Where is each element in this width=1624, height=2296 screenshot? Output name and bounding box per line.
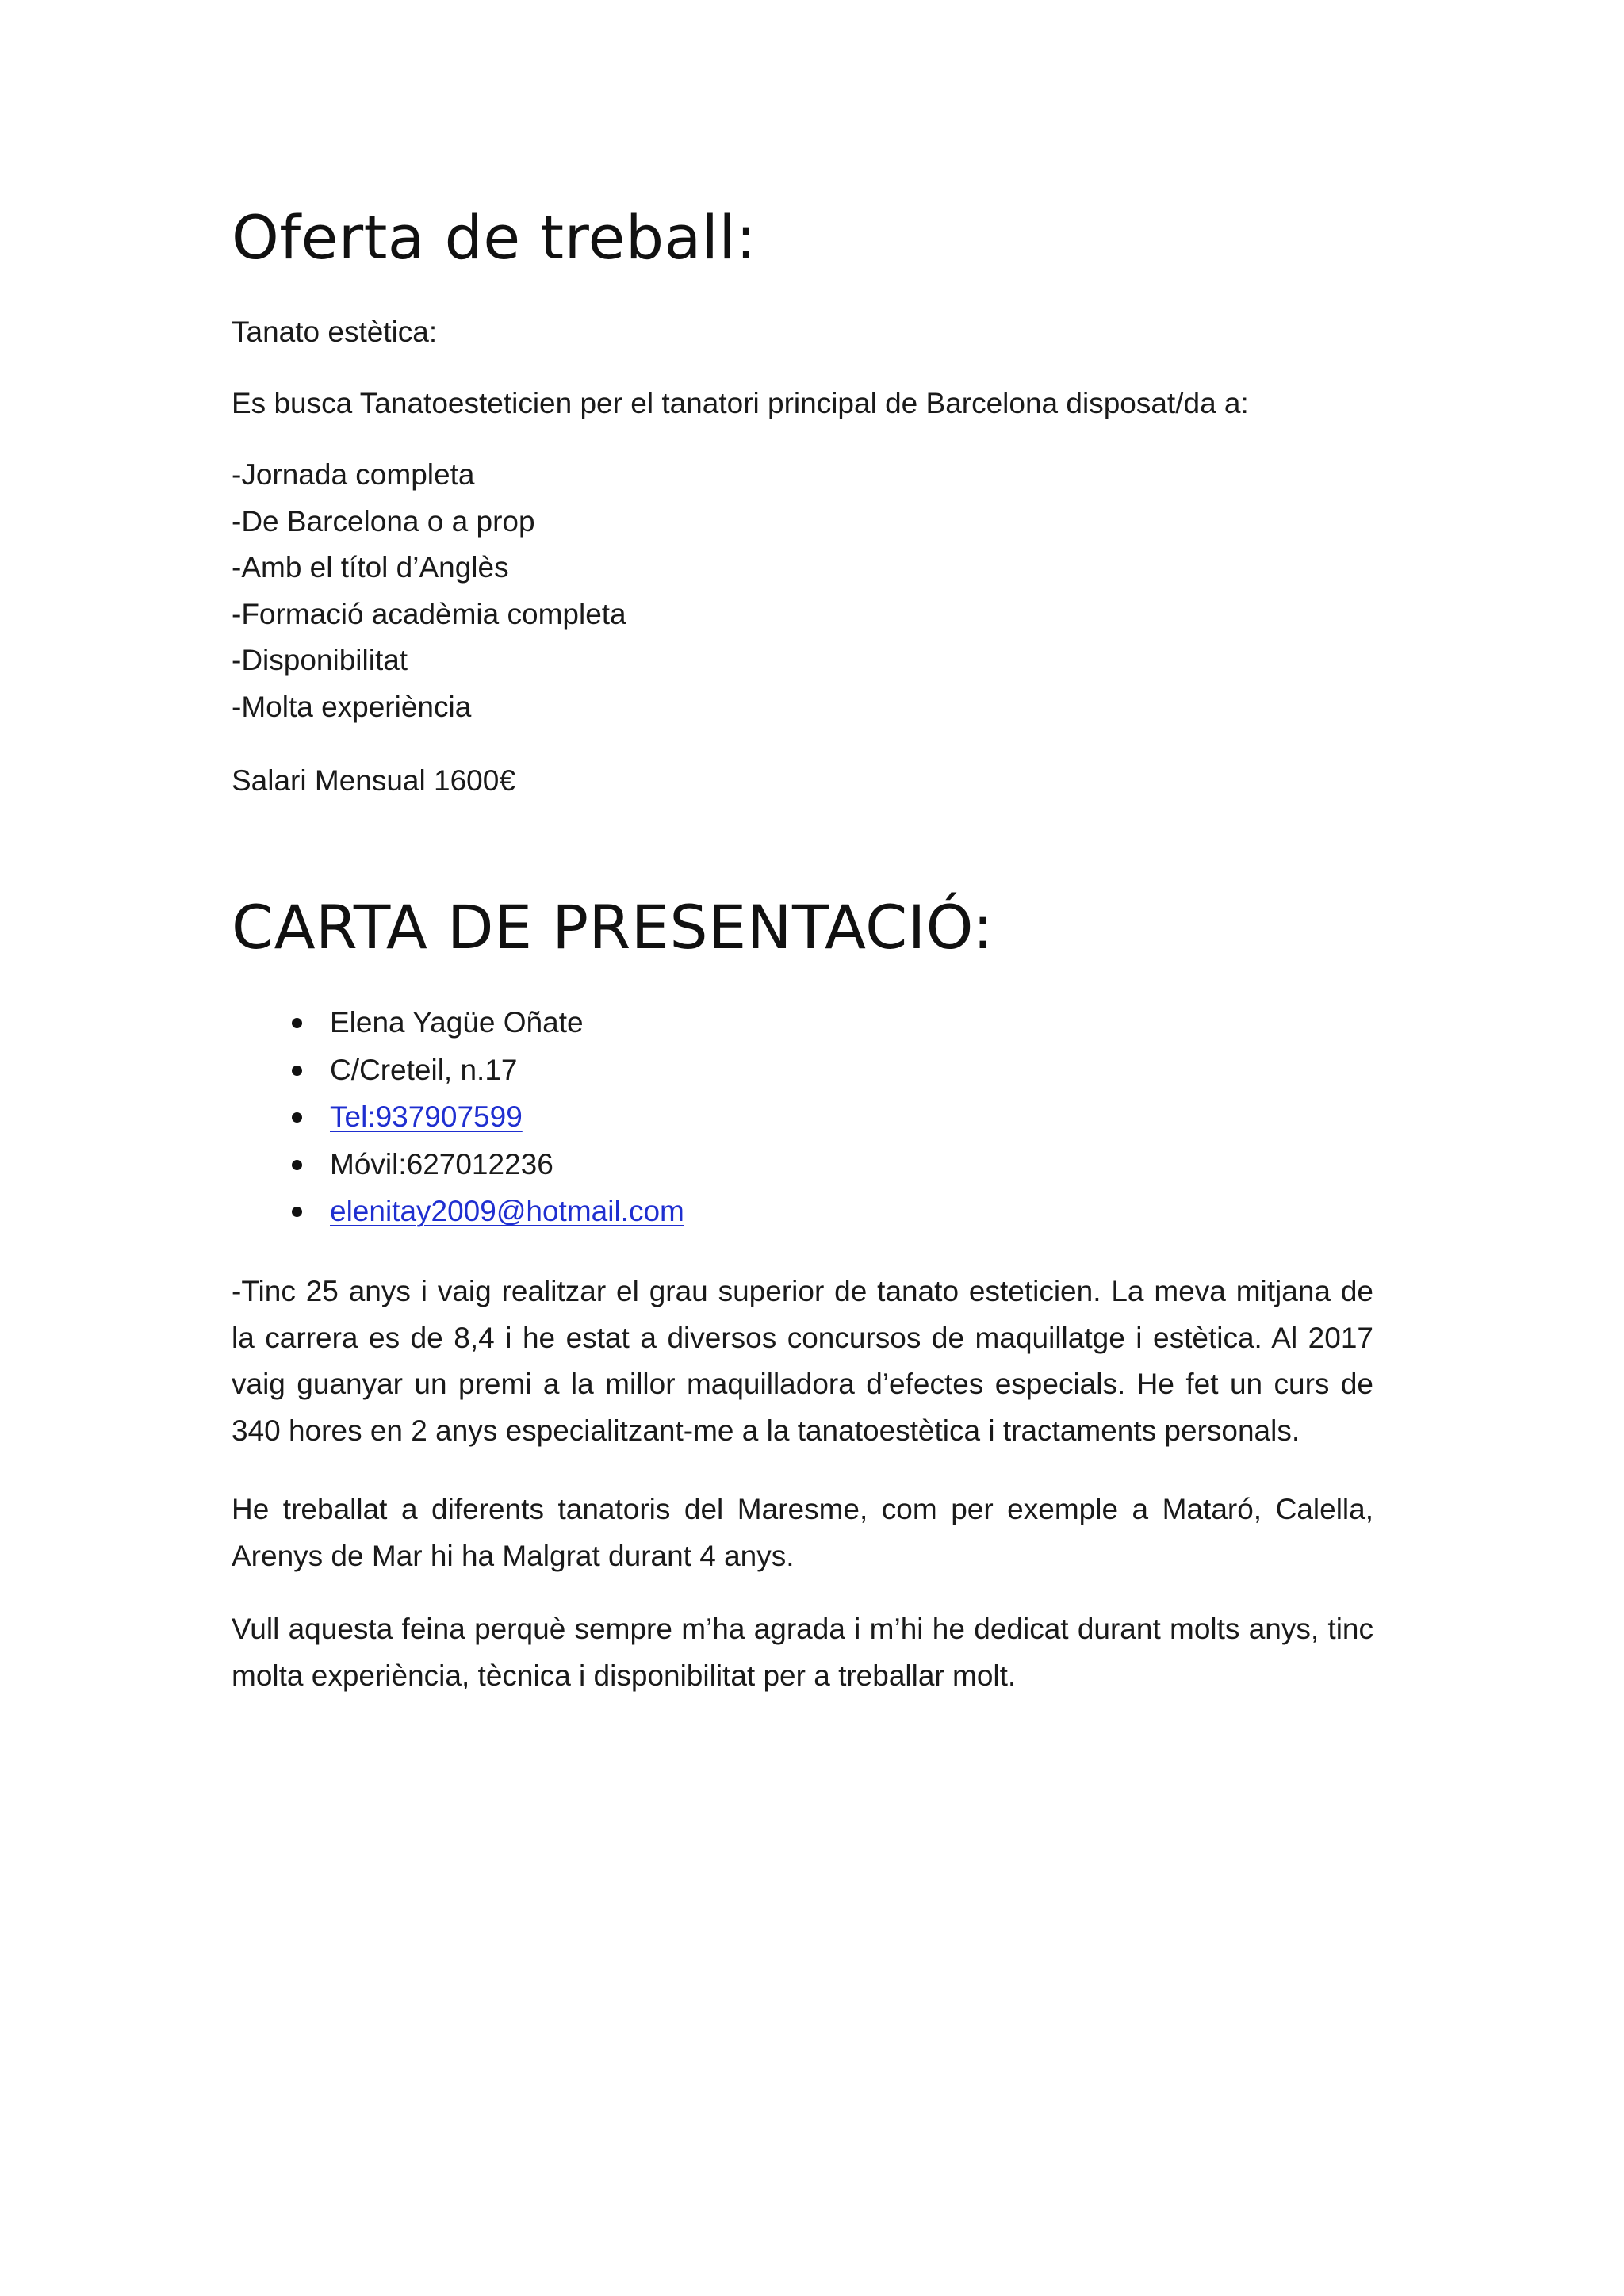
letter-title: CARTA DE PRESENTACIÓ: (232, 892, 994, 962)
contact-mobile (232, 1141, 684, 1188)
bullet-icon (292, 1066, 302, 1076)
contact-address (232, 1047, 684, 1094)
contact-list (232, 999, 684, 1235)
contact-mobile-text: Móvil:627012236 (330, 1147, 553, 1181)
requirement-item: -Jornada completa (232, 458, 475, 491)
requirement-item: -Formació acadèmia completa (232, 597, 626, 630)
salary: Salari Mensual 1600€ (232, 764, 515, 797)
bullet-icon (292, 1160, 302, 1170)
contact-name-text: Elena Yagüe Oñate (330, 1006, 584, 1039)
email-link[interactable]: elenitay2009@hotmail.com (330, 1195, 684, 1227)
requirements-list (232, 452, 626, 730)
bullet-icon (292, 1112, 302, 1123)
offer-position: Tanato estètica: (232, 316, 438, 348)
offer-title: Oferta de treball: (232, 202, 757, 273)
letter-paragraph-experience: He treballat a diferents tanatoris del Maresme, com per exemple a Mataró, Calella, Arenys de Mar hi ha Malgrat durant 4 anys. (232, 1493, 1373, 1572)
bullet-icon (292, 1018, 302, 1028)
contact-address-text: C/Creteil, n.17 (330, 1053, 518, 1086)
requirement-item: -De Barcelona o a prop (232, 504, 535, 538)
contact-email (232, 1188, 684, 1235)
bullet-icon (292, 1207, 302, 1217)
contact-phone (232, 1093, 684, 1141)
contact-name (232, 999, 684, 1047)
requirement-item: -Amb el títol d’Anglès (232, 551, 509, 584)
requirement-item: -Disponibilitat (232, 644, 408, 676)
letter-paragraph-motivation: Vull aquesta feina perquè sempre m’ha agrada i m’hi he dedicat durant molts anys, tinc molta experiència, tècnica i disponibilitat per a treballar molt. (232, 1613, 1373, 1692)
offer-intro: Es busca Tanatoesteticien per el tanatori principal de Barcelona disposat/da a: (232, 387, 1249, 419)
requirement-item: -Molta experiència (232, 690, 472, 723)
phone-link[interactable]: Tel:937907599 (330, 1100, 523, 1133)
letter-paragraph-education: -Tinc 25 anys i vaig realitzar el grau superior de tanato esteticien. La meva mitjana de la carrera es de 8,4 i he estat a diversos concursos de maquillatge i estètica. Al 2017 vaig guanyar un premi a la millor maquilladora d’efectes especials. He fet un curs de 340 hores en 2 anys especialitzant-me a la tanatoestètica i tractaments personals. (232, 1275, 1373, 1447)
